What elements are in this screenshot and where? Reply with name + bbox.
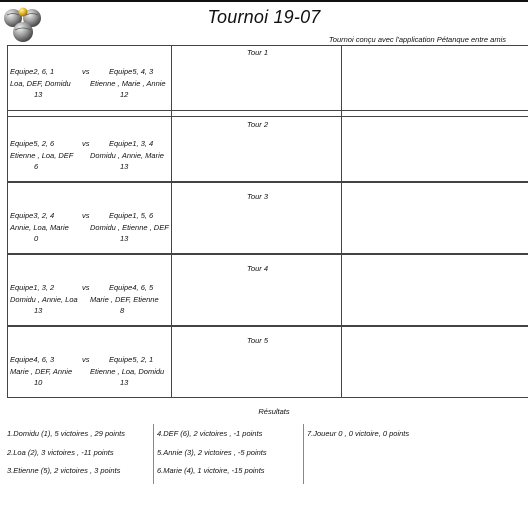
round-1 [7,45,528,117]
team-2-players: Etienne , Loa, Domidu [90,366,165,376]
team-2-name: Equipe4, 6, 5 [109,283,154,292]
round-cell [171,111,342,181]
team-1-name: Equipe5, 2, 6 [10,139,55,148]
match-cell [8,183,171,253]
team-2-players: Etienne , Marie , Annie [90,78,166,88]
rounds-grid [7,45,528,399]
round-cell [171,327,342,397]
results-column-2 [157,425,267,481]
round-cell [171,46,342,116]
team-2-score: 13 [120,162,129,171]
round-label: Tour 4 [247,264,268,273]
round-cell [171,255,342,325]
team-2-score: 12 [120,90,129,99]
team-1-score: 6 [34,162,39,171]
team-2-name: Equipe5, 2, 1 [109,355,154,364]
team-2-score: 13 [120,234,129,243]
team-1-players: Domidu , Annie, Loa [10,294,78,304]
top-rule [0,0,528,2]
team-2-players: Domidu , Annie, Marie [90,150,164,160]
match-cell [8,111,171,181]
result-item: 1.Domidu (1), 5 victoires , 29 points [7,429,125,438]
match [8,138,171,173]
results-divider [303,424,304,484]
round-label: Tour 1 [247,48,268,57]
empty-cell [342,46,528,116]
team-1-name: Equipe2, 6, 1 [10,67,55,76]
match-cell [8,255,171,325]
result-item: 6.Marie (4), 1 victoire, -15 points [157,466,265,475]
team-1-players: Annie, Loa, Marie [10,222,69,232]
team-1-players: Loa, DEF, Domidu [10,78,71,88]
result-item: 4.DEF (6), 2 victoires , -1 points [157,429,263,438]
result-item: 5.Annie (3), 2 victoires , -5 points [157,447,267,457]
round-5 [7,326,528,398]
round-3 [7,182,528,254]
team-2-players: Marie , DEF, Etienne [90,294,159,304]
results-title: Résultats [258,407,290,416]
vs-label: vs [82,355,90,364]
team-1-name: Equipe1, 3, 2 [10,283,55,292]
team-1-score: 13 [34,90,43,99]
vs-label: vs [82,211,90,220]
team-1-score: 13 [34,306,43,315]
team-1-score: 0 [34,234,39,243]
empty-cell [342,111,528,181]
team-1-players: Marie , DEF, Annie [10,366,73,376]
round-label: Tour 5 [247,336,268,345]
match-cell [8,46,171,116]
result-item: 2.Loa (2), 3 victoires , -11 points [7,447,114,457]
team-2-score: 13 [120,378,129,387]
vs-label: vs [82,139,90,148]
results-column-3 [307,425,409,444]
vs-label: vs [82,67,90,76]
result-item: 7.Joueur 0 , 0 victoire, 0 points [307,429,410,438]
match [8,282,171,317]
match [8,354,171,389]
page-title: Tournoi 19-07 [207,7,321,27]
page-subtitle: Tournoi conçu avec l'application Pétanque entre amis [328,35,506,44]
match-cell [8,327,171,397]
team-2-score: 8 [120,306,125,315]
team-2-name: Equipe1, 3, 4 [109,139,154,148]
round-label: Tour 3 [247,192,268,201]
team-2-name: Equipe5, 4, 3 [109,67,154,76]
round-2 [7,110,528,182]
team-2-name: Equipe1, 5, 6 [109,211,154,220]
round-label: Tour 2 [247,120,268,129]
empty-cell [342,183,528,253]
team-2-players: Domidu , Etienne , DEF [90,222,169,232]
results-divider [153,424,154,484]
round-cell [171,183,342,253]
match [8,66,171,101]
team-1-score: 10 [34,378,43,387]
team-1-name: Equipe3, 2, 4 [10,211,55,220]
empty-cell [342,327,528,397]
empty-cell [342,255,528,325]
match [8,210,171,245]
round-4 [7,254,528,326]
results-column-1 [7,425,125,481]
vs-label: vs [82,283,90,292]
team-1-players: Etienne , Loa, DEF [10,150,74,160]
team-1-name: Equipe4, 6, 3 [10,355,55,364]
result-item: 3.Etienne (5), 2 victoires , 3 points [7,466,121,475]
